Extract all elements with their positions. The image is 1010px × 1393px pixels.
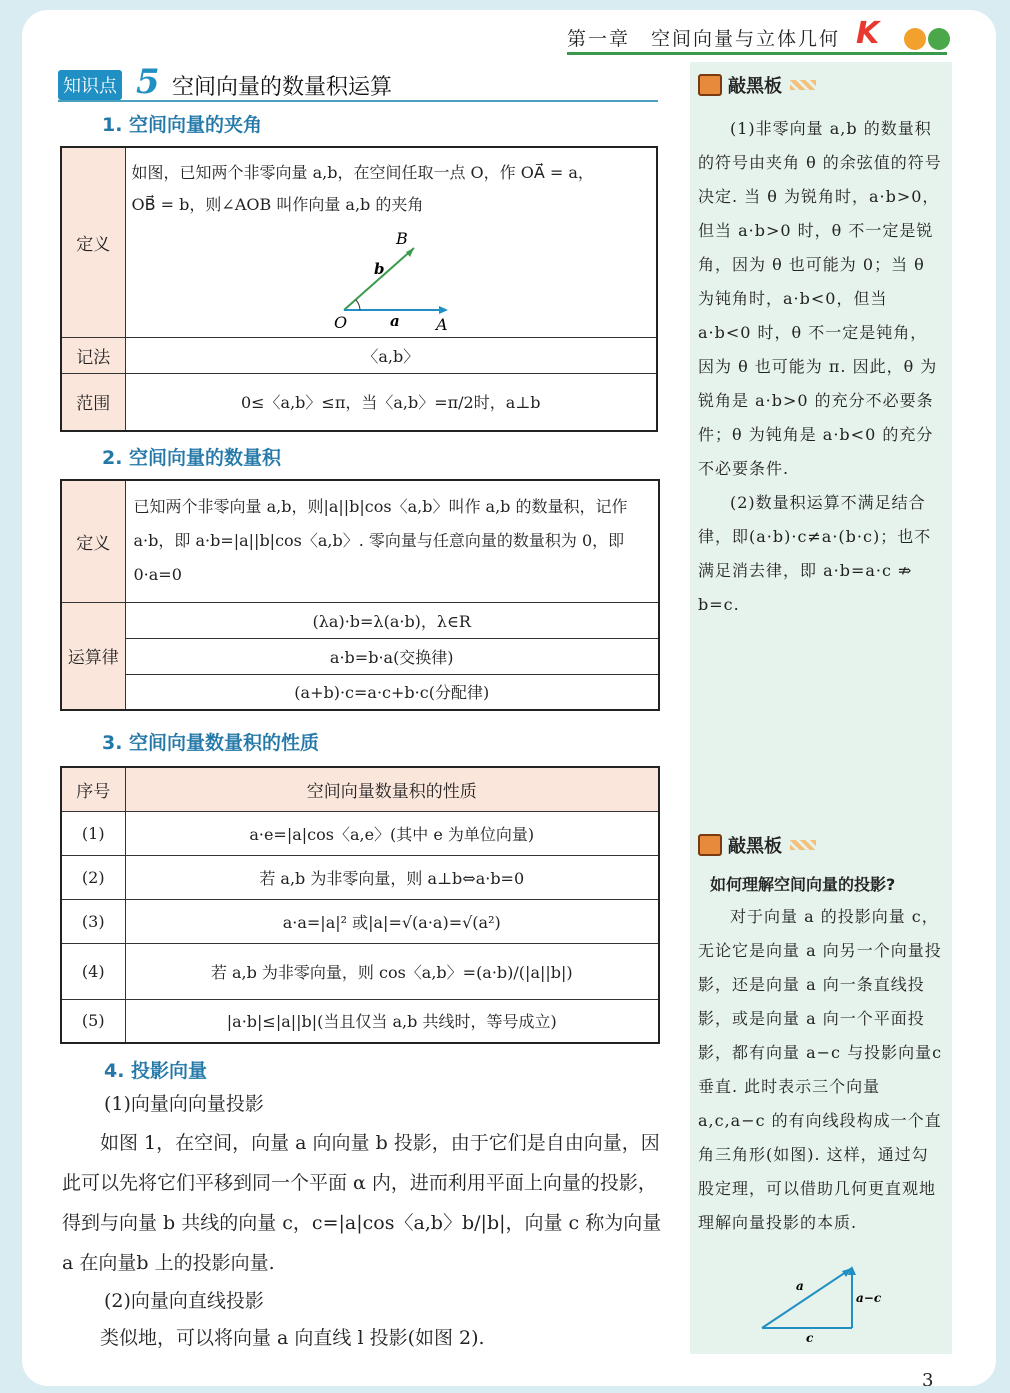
folder-icon bbox=[698, 74, 722, 96]
note-tag-1-label: 敲黑板 bbox=[728, 76, 782, 97]
note-2-question: 如何理解空间向量的投影? bbox=[710, 875, 896, 894]
def-cell bbox=[125, 147, 657, 337]
note-2-paragraph: 对于向量 a 的投影向量 c，无论它是向量 a 向另一个向量投影，还是向量 a 向一条直线投影，或是向量 a 向一个平面投影，都有向量 a−c 与投影向量c 垂直. 此时表示三个向量 a,c,a−c 的有向线段构成一个直角三角形(如图). 这样，通过勾股定理，可以借助几何更直观地理解向量投影的本质. bbox=[698, 907, 943, 1232]
header-index: 序号 bbox=[61, 767, 125, 811]
prop-index: (3) bbox=[61, 899, 125, 943]
law-commutative: a·b=b·a(交换律) bbox=[125, 638, 659, 674]
section-title: 空间向量的数量积运算 bbox=[172, 75, 393, 100]
note-tag-2 bbox=[698, 832, 818, 862]
tri-label-a-minus-c: a−c bbox=[856, 1291, 882, 1305]
dp-def-text: 已知两个非零向量 a,b，则|a||b|cos〈a,b〉叫作 a,b 的数量积，记作 a·b，即 a·b=|a||b|cos〈a,b〉. 零向量与任意向量的数量积为 0，即 0·a=0 bbox=[125, 480, 659, 602]
page-number: 3 bbox=[922, 1370, 934, 1386]
logo-circle-green-icon bbox=[928, 28, 950, 50]
prop-text: a·e=|a|cos〈a,e〉(其中 e 为单位向量) bbox=[125, 811, 659, 855]
series-logo bbox=[854, 16, 946, 56]
vector-b-arrowhead bbox=[406, 248, 414, 257]
projection-body bbox=[62, 1086, 662, 1357]
range-label: 范围 bbox=[61, 373, 125, 431]
angle-arc bbox=[356, 300, 360, 310]
prop-index: (5) bbox=[61, 999, 125, 1043]
label-point-O: O bbox=[333, 313, 347, 332]
side-notes-panel bbox=[690, 62, 952, 1354]
subsection-4-title: 4. 投影向量 bbox=[104, 1060, 208, 1082]
notation-value: 〈a,b〉 bbox=[125, 337, 657, 373]
subsection-3-title: 3. 空间向量数量积的性质 bbox=[102, 732, 320, 754]
prop-index: (4) bbox=[61, 943, 125, 999]
vector-b-line bbox=[344, 248, 414, 310]
law-scalar: (λa)·b=λ(a·b)，λ∈R bbox=[125, 602, 659, 638]
knowledge-point-badge: 知识点 bbox=[58, 70, 122, 100]
angle-figure bbox=[326, 230, 526, 340]
page bbox=[22, 10, 996, 1386]
note-1-p2: (2)数量积运算不满足结合律，即(a·b)·c≠a·(b·c)；也不满足消去律，即 a·b=a·c ⇏ b=c. bbox=[698, 493, 932, 614]
tag-stripe-icon bbox=[790, 80, 816, 90]
label-point-A: A bbox=[435, 315, 448, 334]
knowledge-point-number: 5 bbox=[136, 62, 160, 102]
range-value: 0≤〈a,b〉≤π，当〈a,b〉=π/2时，a⊥b bbox=[125, 373, 657, 431]
label-a-vector: a bbox=[389, 312, 400, 330]
header-property: 空间向量数量积的性质 bbox=[125, 767, 659, 811]
prop-text: a·a=|a|² 或|a|=√(a·a)=√(a²) bbox=[125, 899, 659, 943]
tri-label-a: a bbox=[796, 1279, 804, 1293]
subsection-2-title: 2. 空间向量的数量积 bbox=[102, 447, 282, 469]
law-distributive: (a+b)·c=a·c+b·c(分配律) bbox=[125, 674, 659, 710]
def-text-line-2: OB⃗ = b，则∠AOB 叫作向量 a,b 的夹角 bbox=[131, 195, 424, 214]
projection-sub2: (2)向量向直线投影 bbox=[104, 1290, 264, 1312]
def-label: 定义 bbox=[61, 147, 125, 337]
vector-a-line bbox=[762, 1268, 852, 1328]
prop-text: 若 a,b 为非零向量，则 a⊥b⇔a·b=0 bbox=[125, 855, 659, 899]
projection-para2: 类似地，可以将向量 a 向直线 l 投影(如图 2). bbox=[100, 1327, 485, 1349]
projection-triangle-figure bbox=[756, 1258, 896, 1344]
note-tag-1 bbox=[698, 72, 818, 102]
dp-def-label: 定义 bbox=[61, 480, 125, 602]
projection-sub1: (1)向量向向量投影 bbox=[104, 1093, 264, 1115]
section-heading bbox=[58, 62, 658, 102]
prop-index: (1) bbox=[61, 811, 125, 855]
label-point-B: B bbox=[395, 230, 408, 248]
folder-icon bbox=[698, 834, 722, 856]
note-1-text bbox=[698, 112, 944, 622]
prop-text: 若 a,b 为非零向量，则 cos〈a,b〉=(a·b)/(|a||b|) bbox=[125, 943, 659, 999]
def-text-line-1: 如图，已知两个非零向量 a,b，在空间任取一点 O，作 OA⃗ = a， bbox=[131, 163, 594, 182]
laws-label: 运算律 bbox=[61, 602, 125, 710]
prop-text: |a·b|≤|a||b|(当且仅当 a,b 共线时，等号成立) bbox=[125, 999, 659, 1043]
tri-label-c: c bbox=[806, 1331, 814, 1344]
vector-a-arrowhead bbox=[439, 306, 448, 314]
projection-para1: 如图 1，在空间，向量 a 向向量 b 投影，由于它们是自由向量，因此可以先将它们平移到同一个平面 α 内，进而利用平面上向量的投影，得到与向量 b 共线的向量 c，c=|a|cos〈a,b〉b/|b|，向量 c 称为向量a 在向量b 上的投影向量. bbox=[62, 1132, 662, 1274]
subsection-1-title: 1. 空间向量的夹角 bbox=[102, 114, 263, 136]
note-tag-2-label: 敲黑板 bbox=[728, 836, 782, 857]
prop-index: (2) bbox=[61, 855, 125, 899]
angle-table bbox=[60, 146, 658, 432]
logo-circle-orange-icon bbox=[904, 28, 926, 50]
label-b-vector: b bbox=[373, 260, 384, 278]
note-2-text bbox=[698, 900, 944, 1240]
dot-product-table bbox=[60, 479, 660, 711]
note-1-p1: (1)非零向量 a,b 的数量积的符号由夹角 θ 的余弦值的符号决定. 当 θ 为锐角时，a·b>0，但当 a·b>0 时，θ 不一定是锐角，因为 θ 也可能为 0；当 θ 为钝角时，a·b<0，但当 a·b<0 时，θ 不一定是钝角，因为 θ 也可能为 π. 因此，θ 为锐角是 a·b>0 的充分不必要条件；θ 为钝角是 a·b<0 的充分不必要条件. bbox=[698, 119, 942, 478]
chapter-title: 第一章 空间向量与立体几何 bbox=[567, 28, 841, 50]
properties-table bbox=[60, 766, 660, 1044]
logo-mark-icon: K bbox=[856, 16, 880, 51]
tag-stripe-icon bbox=[790, 840, 816, 850]
notation-label: 记法 bbox=[61, 337, 125, 373]
